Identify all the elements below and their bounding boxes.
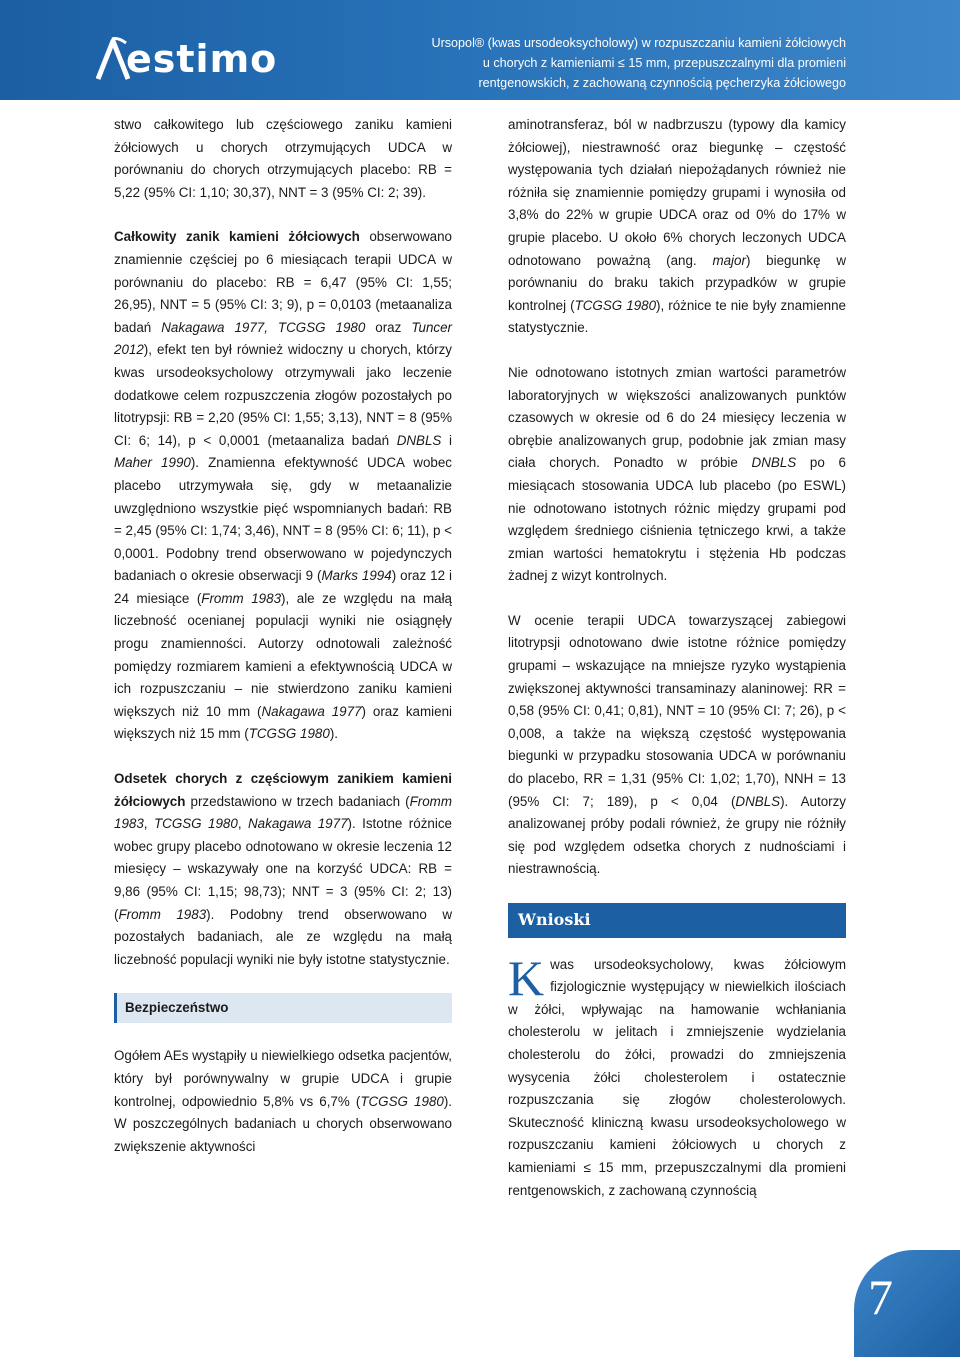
citation: Nakagawa 1977, TCGSG 1980 bbox=[161, 319, 366, 335]
paragraph-laboratory: Nie odnotowano istotnych zmian wartości parametrów laboratoryjnych w większości analizowanych punktów czasowych w okresie od 6 do 24 miesięcy leczenia w obrębie analizowanych grup, podobnie jak zmian masy ciała chorych. Ponadto w próbie DNBLS po 6 miesiącach stosowania UDCA lub placebo (po ESWL) nie odnotowano istotnych różnic między grupami pod względem średniego ciśnienia tętniczego krwi, a także zmian wartości hematokrytu i stężenia Hb podczas żadnej z wizyt kontrolnych. bbox=[508, 364, 846, 584]
citation: TCGSG 1980 bbox=[248, 726, 330, 742]
header-band bbox=[0, 0, 960, 100]
paragraph-continuation: stwo całkowitego lub częściowego zaniku kamieni żółciowych u chorych otrzymujących UDCA w porównaniu do chorych otrzymujących placebo: RB = 5,22 (95% CI: 1,10; 30,37), NNT = 3 (95% CI: 2; 39). bbox=[114, 117, 452, 200]
citation: DNBLS bbox=[735, 793, 781, 809]
lead-bold: Całkowity zanik kamieni żółciowych bbox=[114, 229, 360, 245]
citation: Fromm 1983 bbox=[201, 590, 282, 606]
citation: Nakagawa 1977 bbox=[261, 703, 362, 719]
section-heading-conclusions: Wnioski bbox=[508, 903, 846, 938]
lead-bold: Odsetek chorych z częściowym zanikiem kamieni żółciowych bbox=[114, 771, 452, 809]
citation: DNBLS bbox=[751, 455, 797, 471]
citation: Marks 1994 bbox=[321, 568, 392, 584]
citation: TCGSG 1980 bbox=[574, 297, 657, 313]
citation: Nakagawa 1977 bbox=[248, 816, 348, 832]
right-column bbox=[508, 114, 846, 1202]
drop-cap: K bbox=[508, 949, 545, 1006]
citation: DNBLS bbox=[396, 432, 442, 448]
title-line-1: Ursopol® (kwas ursodeoksycholowy) w rozpuszczaniu kamieni żółciowych bbox=[431, 36, 846, 50]
logo-mark-icon bbox=[96, 37, 130, 81]
title-line-3: rentgenowskich, z zachowaną czynnością pęcherzyka żółciowego bbox=[478, 76, 846, 90]
citation: Tuncer 2012 bbox=[114, 319, 452, 358]
citation: Fromm 1983 bbox=[118, 906, 207, 922]
left-column bbox=[114, 114, 452, 1158]
page-number-badge bbox=[854, 1250, 960, 1357]
paragraph-total-dissolution: Całkowity zanik kamieni żółciowych obserwowano znamiennie częściej po 6 miesiącach terapii UDCA w porównaniu do placebo: RB = 6,47 (95% CI: 1,55; 26,95), NNT = 5 (95% CI: 3; 9), p = 0,0103 (metaanaliza badań Nakagawa 1977, TCGSG 1980 oraz Tuncer 2012), efekt ten był również widoczny u chorych, którzy kwas ursodeoksycholowy otrzymywali jako leczenie dodatkowe celem rozpuszczenia złogów pozostałych po litotrypsji: RB = 2,20 (95% CI: 1,55; 3,13), NNT = 8 (95% CI: 6; 14), p < 0,0001 (metaanaliza badań DNBLS i Maher 1990). Znamienna efektywność UDCA wobec placebo utrzymywała się, gdy w metaanalizie uwzględniono wszystkie pięć wspomnianych badań: RB = 2,45 (95% CI: 1,74; 3,46), NNT = 8 (95% CI: 6; 11), p < 0,0001. Podobny trend obserwowano w pojedynczych badaniach o okresie obserwacji 9 (Marks 1994) oraz 12 i 24 miesiące (Fromm 1983), ale ze względu na małą liczebność ocenianej populacji wyniki nie osiągnęły progu znamienności. Autorzy odnotowali zależność pomiędzy rozmiarem kamieni a efektywnością UDCA w ich rozpuszczaniu – nie stwierdzono zaniku kamieni większych niż 10 mm (Nakagawa 1977) oraz kamieni większych niż 15 mm (TCGSG 1980). bbox=[114, 229, 453, 742]
emphasis: major bbox=[712, 252, 746, 268]
logo-text: estimo bbox=[126, 37, 278, 81]
paragraph-conclusions: Kwas ursodeoksycholowy, kwas żółciowym fizjologicznie występujący w niewielkich ilościach w żółci, wpływając na hamowanie wchłaniania cholesterolu w jelitach i zmniejszenie wydzielania cholesterolu do żółci, prowadzi do zmniejszenia wysycenia żółci cholesterolem i ostatecznie rozpuszczania się złogów cholesterolowych. Skuteczność kliniczną kwasu ursodeoksycholowego w rozpuszczaniu kamieni żółciowych u chorych z kamieniami ≤ 15 mm, przepuszczalnymi dla promieni rentgenowskich, z zachowaną czynnością bbox=[508, 949, 846, 1198]
estimo-logo bbox=[96, 34, 277, 84]
citation: TCGSG 1980 bbox=[153, 816, 238, 832]
paragraph-lithotripsy: W ocenie terapii UDCA towarzyszącej zabiegowi litotrypsji odnotowano dwie istotne różnice pomiędzy grupami – wskazujące na mniejsze ryzyko wystąpienia zwiększonej aktywności transaminazy alaninowej: RR = 0,58 (95% CI: 0,41; 0,81), NNT = 10 (95% CI: 7; 26), p < 0,008, a także na większą częstość występowania biegunki w przypadku stosowania UDCA w porównaniu do placebo, RR = 1,31 (95% CI: 1,02; 1,70), NNH = 13 (95% CI: 7; 189), p < 0,04 (DNBLS). Autorzy analizowanej próby podali również, że grupy nie różniły się pod względem odsetka chorych z nudnościami i niestrawnością. bbox=[508, 612, 846, 877]
paragraph-partial-dissolution: Odsetek chorych z częściowym zanikiem kamieni żółciowych przedstawiono w trzech badaniach (Fromm 1983, TCGSG 1980, Nakagawa 1977). Istotne różnice wobec grupy placebo odnotowano w okresie leczenia 12 miesięcy – wskazywały one na korzyść UDCA: RB = 9,86 (95% CI: 1,15; 98,73); NNT = 3 (95% CI: 2; 13) (Fromm 1983). Podobny trend obserwowano w pozostałych badaniach, ale ze względu na małą liczebność populacji wyniki nie były istotne statystycznie. bbox=[114, 771, 452, 967]
title-line-2: u chorych z kamieniami ≤ 15 mm, przepuszczalnymi dla promieni bbox=[482, 56, 846, 70]
citation: Fromm 1983 bbox=[114, 793, 452, 832]
section-heading-safety: Bezpieczeństwo bbox=[114, 993, 452, 1023]
document-title bbox=[366, 33, 846, 93]
paragraph-adverse-events: aminotransferaz, ból w nadbrzuszu (typowy dla kamicy żółciowej), niestrawność oraz biegunkę – częstość występowania tych działań niepożądanych również nie różniła się znamiennie pomiędzy grupami i wynosiła od 3,8% do 22% w grupie UDCA oraz od 0% do 17% w grupie placebo. U około 6% chorych leczonych UDCA odnotowano poważną (ang. major) biegunkę w porównaniu do braku takich przypadków w grupie kontrolnej (TCGSG 1980), różnice te nie były znamienne statystycznie. bbox=[508, 117, 846, 336]
citation: Maher 1990 bbox=[114, 455, 191, 471]
page-number: 7 bbox=[868, 1269, 893, 1325]
citation: TCGSG 1980 bbox=[360, 1093, 444, 1109]
paragraph-safety: Ogółem AEs wystąpiły u niewielkiego odsetka pacjentów, który był porównywalny w grupie UDCA i grupie kontrolnej, odpowiednio 5,8% vs 6,7% (TCGSG 1980). W poszczególnych badaniach u chorych obserwowano zwiększenie aktywności bbox=[114, 1048, 452, 1154]
